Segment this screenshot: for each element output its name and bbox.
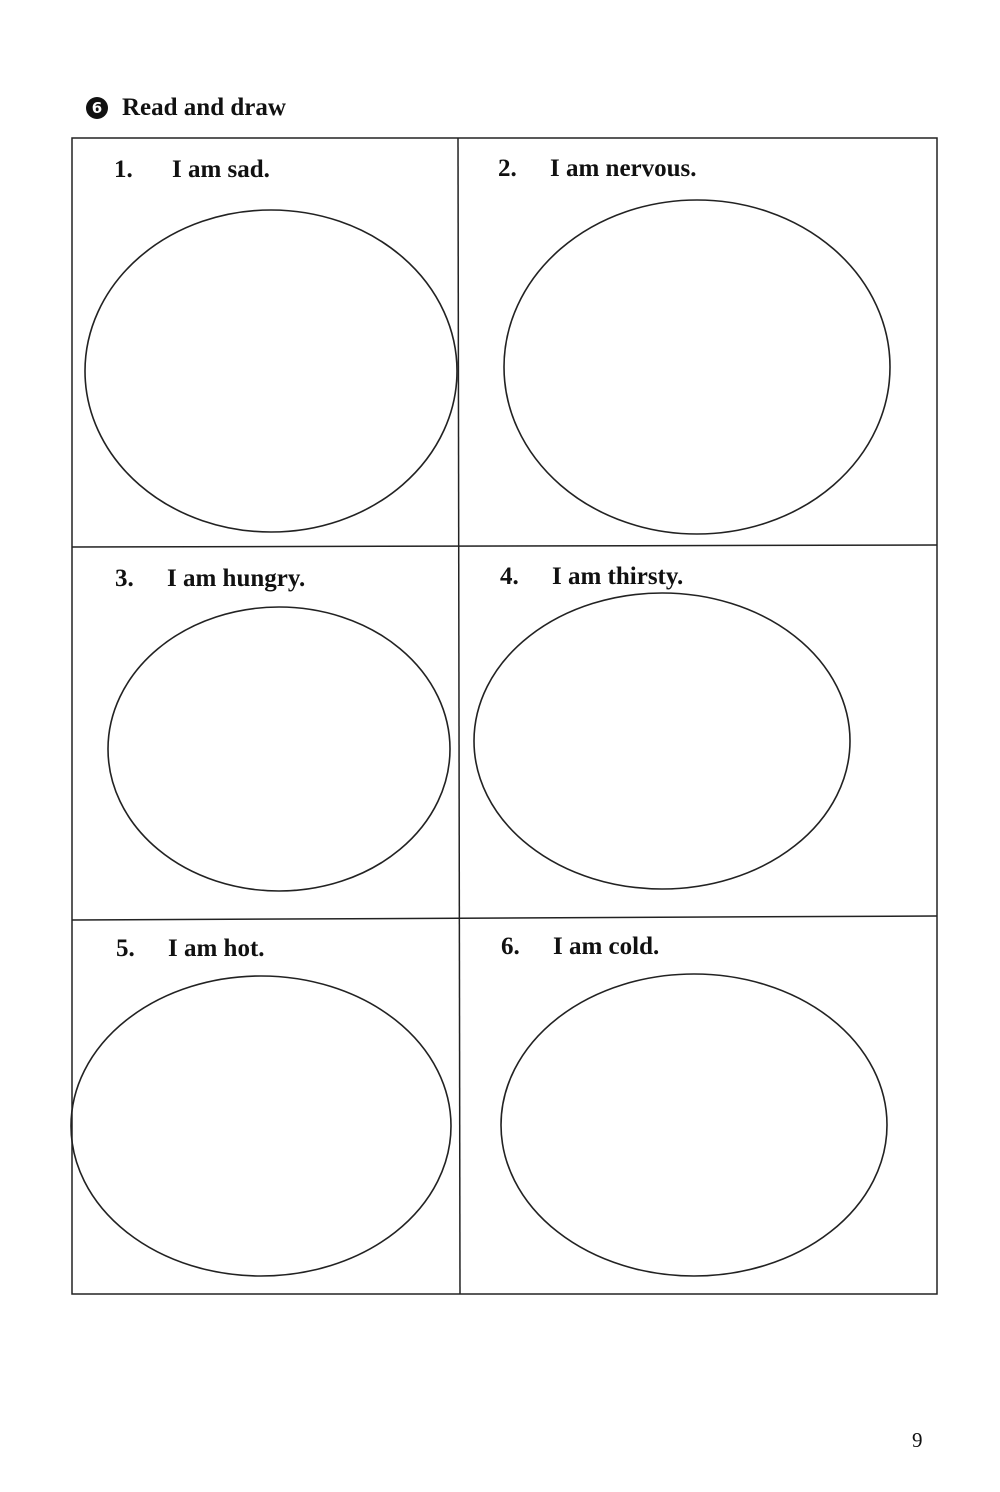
grid-border <box>72 138 937 1294</box>
item-5-label <box>116 935 265 963</box>
drawing-circle-2[interactable] <box>504 200 890 534</box>
item-1-label <box>114 156 270 184</box>
item-2-number: 2. <box>498 155 517 182</box>
item-6-number: 6. <box>501 933 520 960</box>
drawing-circle-4[interactable] <box>474 593 850 889</box>
drawing-circle-3[interactable] <box>108 607 450 891</box>
item-4-label <box>500 563 683 591</box>
item-6-sentence: I am cold. <box>553 933 660 960</box>
grid-row-divider-1 <box>72 545 937 547</box>
item-3-label <box>115 565 305 593</box>
section-number-badge: 6 <box>86 97 108 119</box>
drawing-circle-6[interactable] <box>501 974 887 1276</box>
grid-vertical-divider <box>458 138 460 1294</box>
item-4-number: 4. <box>500 563 519 590</box>
item-3-sentence: I am hungry. <box>167 565 306 592</box>
drawing-circle-1[interactable] <box>85 210 457 532</box>
item-6-label <box>501 933 659 961</box>
item-1-number: 1. <box>114 156 133 183</box>
item-5-number: 5. <box>116 935 135 962</box>
item-3-number: 3. <box>115 565 134 592</box>
grid-row-divider-2 <box>72 916 937 920</box>
item-4-sentence: I am thirsty. <box>552 563 684 590</box>
item-1-sentence: I am sad. <box>172 156 270 183</box>
item-2-sentence: I am nervous. <box>550 155 697 182</box>
drawing-circle-5[interactable] <box>71 976 451 1276</box>
item-2-label <box>498 155 697 183</box>
item-5-sentence: I am hot. <box>168 935 265 962</box>
page-number: 9 <box>912 1428 923 1452</box>
section-title: Read and draw <box>122 94 286 121</box>
